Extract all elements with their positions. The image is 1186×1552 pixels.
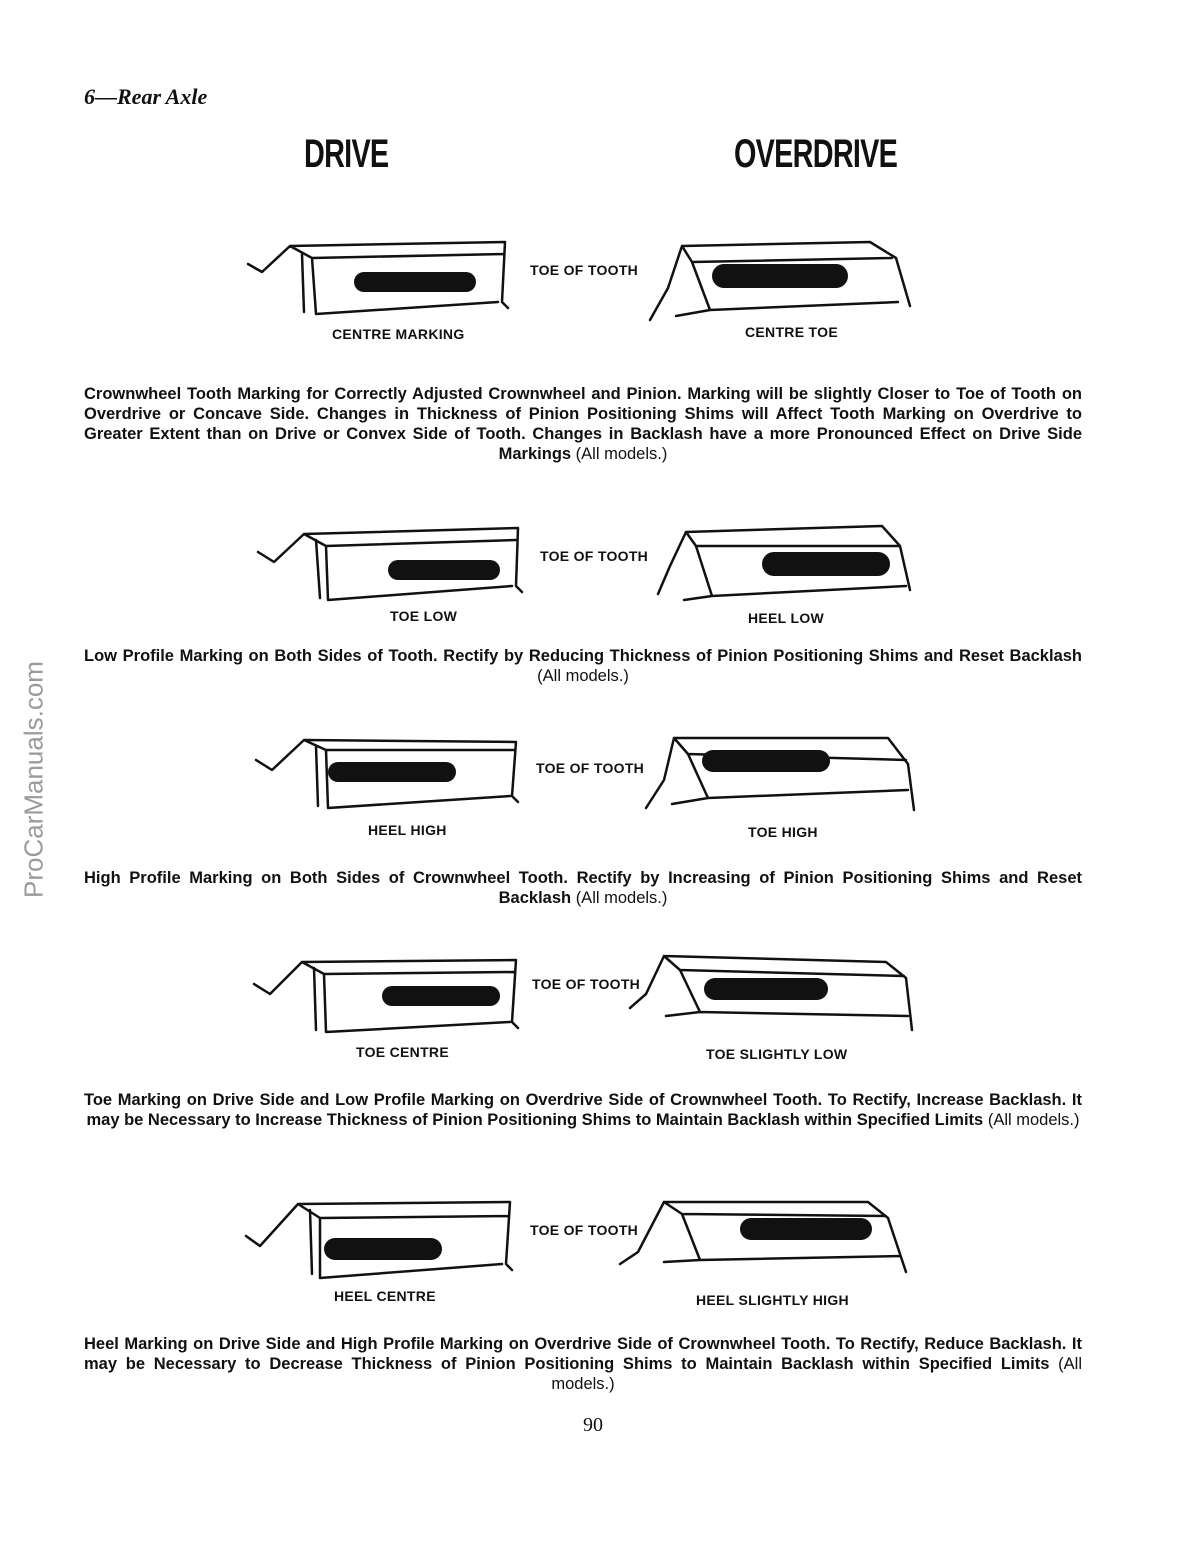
overdrive-heading: OVERDRIVE (734, 132, 898, 176)
overdrive-label-4: TOE SLIGHTLY LOW (706, 1046, 848, 1062)
overdrive-contact-patch-5 (740, 1218, 872, 1240)
drive-contact-patch-3 (328, 762, 456, 782)
toe-of-tooth-label-2: TOE OF TOOTH (540, 548, 649, 564)
caption-2-text: Low Profile Marking on Both Sides of Tooth. Rectify by Reducing Thickness of Pinion Positioning Shims and Reset Backlash (84, 647, 1082, 665)
caption-1-text: Crownwheel Tooth Marking for Correctly Adjusted Crownwheel and Pinion. Marking will be slightly Closer to Toe of Tooth on Overdrive or Concave Side. Changes in Thickness of Pinion Positioning Shims will Affect Tooth Marking on Overdrive to Greater Extent than on Drive or Convex Side of Tooth. Changes in Backlash have a more Pronounced Effect on Drive Side Markings (84, 385, 1082, 463)
watermark: ProCarManuals.com (18, 661, 49, 898)
section-title: 6—Rear Axle (84, 84, 208, 109)
drive-contact-patch-1 (354, 272, 476, 292)
caption-5-models-note: (All models.) (551, 1355, 1082, 1393)
caption-1-models-note: (All models.) (575, 445, 668, 463)
page-number: 90 (583, 1414, 603, 1436)
drive-heading: DRIVE (304, 132, 389, 176)
caption-4 (84, 1090, 1082, 1130)
overdrive-label-5: HEEL SLIGHTLY HIGH (696, 1292, 849, 1308)
toe-of-tooth-label-3: TOE OF TOOTH (536, 760, 645, 776)
caption-4-models-note: (All models.) (987, 1111, 1080, 1129)
drive-contact-patch-5 (324, 1238, 442, 1260)
toe-of-tooth-label-1: TOE OF TOOTH (530, 262, 639, 278)
tooth-diagram-3 (240, 728, 940, 848)
overdrive-contact-patch-4 (704, 978, 828, 1000)
drive-label-3: HEEL HIGH (368, 822, 447, 838)
caption-3-models-note: (All models.) (575, 889, 668, 907)
caption-3-text: High Profile Marking on Both Sides of Crownwheel Tooth. Rectify by Increasing of Pinion Positioning Shims and Reset Backlash (84, 869, 1082, 907)
tooth-diagram-3-drawing (240, 728, 940, 848)
caption-3 (84, 868, 1082, 908)
overdrive-contact-patch-3 (702, 750, 830, 772)
drive-label-1: CENTRE MARKING (332, 326, 465, 342)
toe-of-tooth-label-5: TOE OF TOOTH (530, 1222, 639, 1238)
caption-5-text: Heel Marking on Drive Side and High Profile Marking on Overdrive Side of Crownwheel Tooth. To Rectify, Reduce Backlash. It may be Necessary to Decrease Thickness of Pinion Positioning Shims to Maintain Backlash within Specified Limits (84, 1335, 1082, 1373)
overdrive-label-1: CENTRE TOE (745, 324, 838, 340)
overdrive-contact-patch-1 (712, 264, 848, 288)
tooth-diagram-5 (240, 1190, 940, 1310)
caption-2-models-note: (All models.) (537, 667, 629, 685)
drive-label-2: TOE LOW (390, 608, 458, 624)
overdrive-contact-patch-2 (762, 552, 890, 576)
tooth-diagram-2-drawing (240, 516, 940, 636)
tooth-diagram-4 (240, 946, 940, 1066)
toe-of-tooth-label-4: TOE OF TOOTH (532, 976, 641, 992)
overdrive-label-3: TOE HIGH (748, 824, 818, 840)
drive-label-5: HEEL CENTRE (334, 1288, 436, 1304)
tooth-diagram-1 (240, 232, 940, 352)
caption-1 (84, 384, 1082, 464)
tooth-diagram-2 (240, 516, 940, 636)
drive-label-4: TOE CENTRE (356, 1044, 449, 1060)
drive-contact-patch-4 (382, 986, 500, 1006)
caption-4-text: Toe Marking on Drive Side and Low Profile Marking on Overdrive Side of Crownwheel Tooth. To Rectify, Increase Backlash. It may be Necessary to Increase Thickness of Pinion Positioning Shims to Maintain Backlash within Specified Limits (84, 1091, 1082, 1129)
caption-5 (84, 1334, 1082, 1394)
caption-2 (84, 646, 1082, 686)
overdrive-label-2: HEEL LOW (748, 610, 825, 626)
drive-contact-patch-2 (388, 560, 500, 580)
